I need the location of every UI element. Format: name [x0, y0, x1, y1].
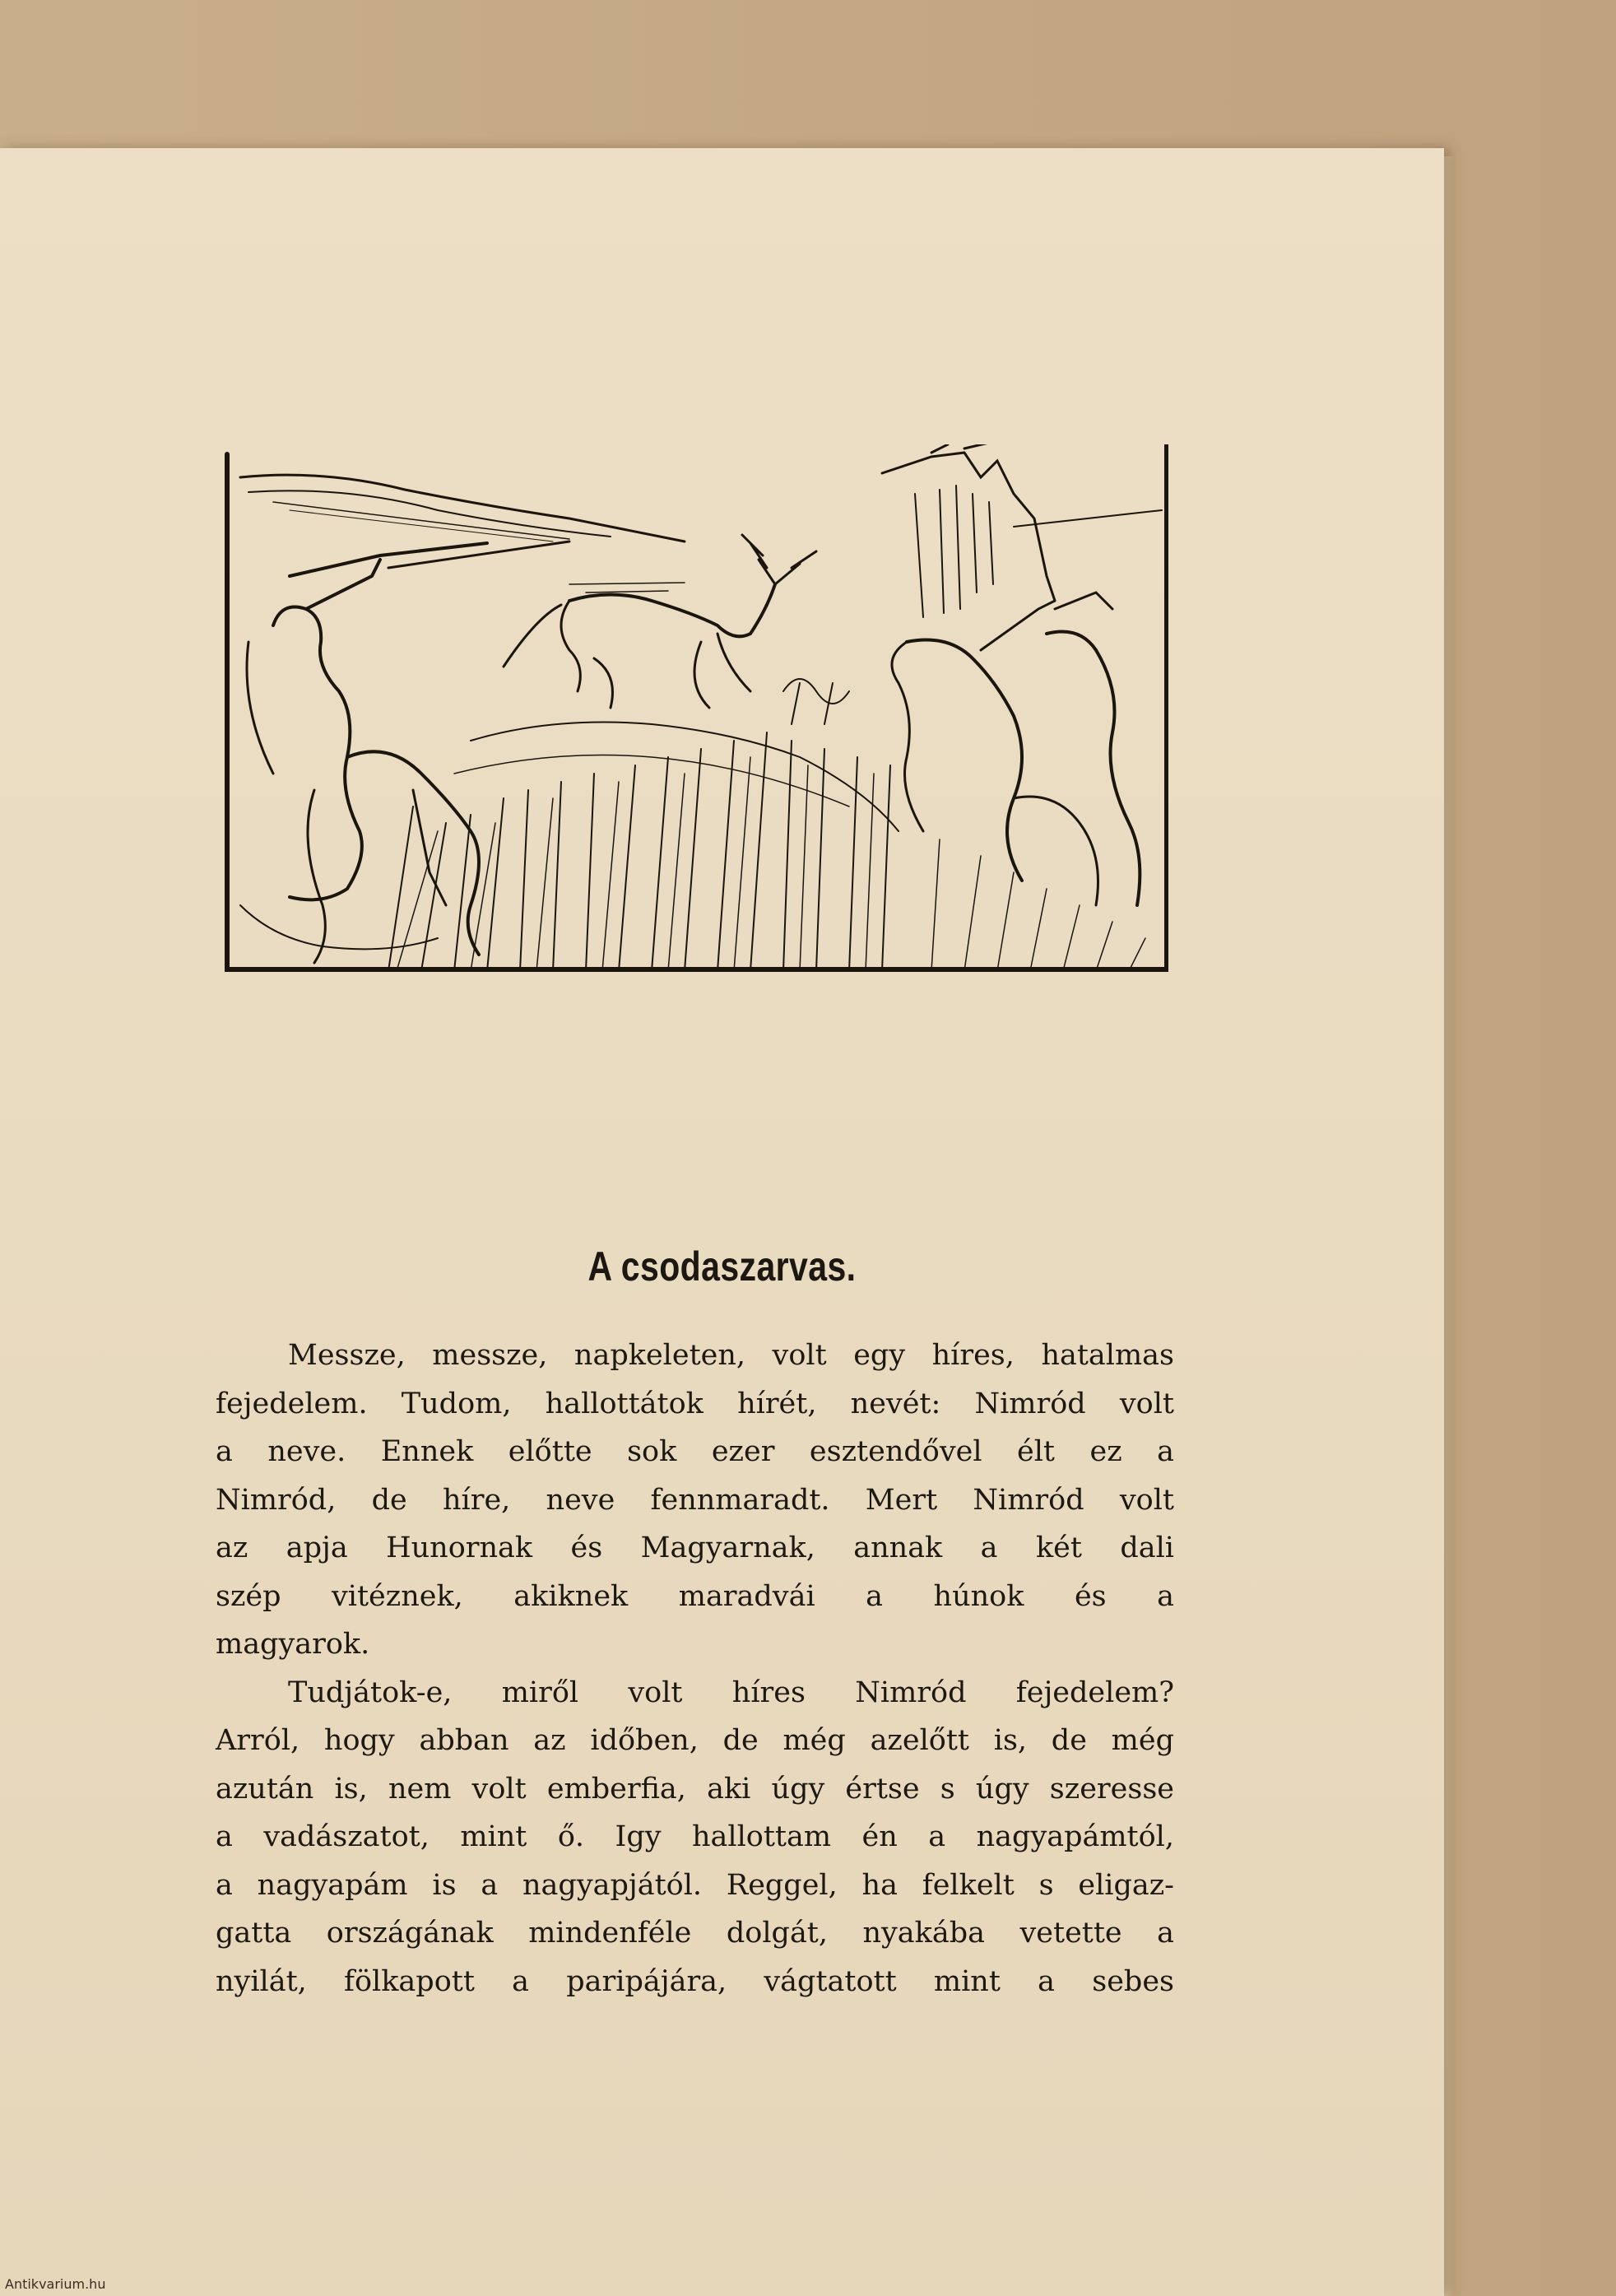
text-line: a neve. Ennek előtte sok ezer esztendővel élt ez a	[216, 1435, 1174, 1468]
watermark-text: Antikvarium.hu	[5, 2276, 106, 2292]
text-line: Tudjátok-e, miről volt híres Nimród fejedelem?	[288, 1676, 1174, 1709]
text-line: szép vitéznek, akiknek maradvái a húnok és a	[216, 1579, 1174, 1613]
text-line: nyilát, fölkapott a paripájára, vágtatott mint a sebes	[216, 1964, 1174, 1998]
text-line: gatta országának mindenféle dolgát, nyakába vetette a	[216, 1917, 1174, 1950]
text-line: Arról, hogy abban az időben, de még azelőtt is, de még	[216, 1724, 1174, 1757]
hunting-scene-illustration	[224, 444, 1168, 973]
text-line: a nagyapám is a nagyapjától. Reggel, ha felkelt s eligaz-	[216, 1868, 1174, 1902]
text-line: Messze, messze, napkeleten, volt egy híres, hatalmas	[288, 1339, 1174, 1372]
text-line: Nimród, de híre, neve fennmaradt. Mert Nimród volt	[216, 1483, 1174, 1517]
text-line: a vadászatot, mint ő. Igy hallottam én a nagyapámtól,	[216, 1820, 1174, 1853]
body-text	[216, 1332, 1174, 2006]
text-line: fejedelem. Tudom, hallottátok hírét, nevét: Nimród volt	[216, 1387, 1174, 1420]
text-line: az apja Hunornak és Magyarnak, annak a két dali	[216, 1531, 1174, 1564]
page-edge	[1444, 156, 1454, 2296]
chapter-title: A csodaszarvas.	[587, 1243, 857, 1290]
text-line: magyarok.	[216, 1628, 370, 1661]
text-line: azután is, nem volt emberfia, aki úgy értse s úgy szeresse	[216, 1772, 1174, 1806]
